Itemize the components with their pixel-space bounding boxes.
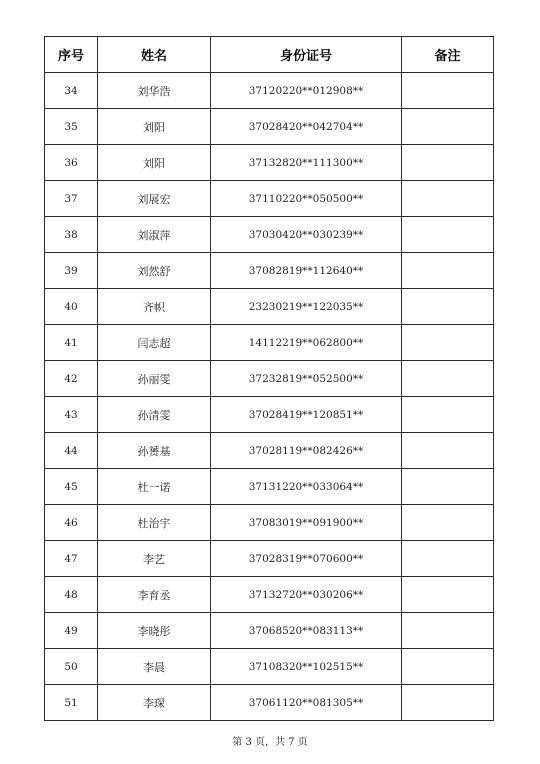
remark-cell <box>402 361 494 397</box>
table-row <box>45 577 494 613</box>
table-row <box>45 253 494 289</box>
id-number-cell: 37082819**112640** <box>211 253 402 289</box>
header-seq: 序号 <box>45 37 98 73</box>
seq-cell: 34 <box>45 73 98 109</box>
table-row <box>45 433 494 469</box>
header-remark: 备注 <box>402 37 494 73</box>
id-number-cell: 37131220**033064** <box>211 469 402 505</box>
seq-cell: 46 <box>45 505 98 541</box>
id-number-cell: 37030420**030239** <box>211 217 402 253</box>
name-cell: 刘阳 <box>98 109 211 145</box>
seq-cell: 48 <box>45 577 98 613</box>
table-row <box>45 613 494 649</box>
seq-cell: 41 <box>45 325 98 361</box>
header-name: 姓名 <box>98 37 211 73</box>
table-row <box>45 361 494 397</box>
table-row <box>45 685 494 721</box>
id-number-cell: 37028119**082426** <box>211 433 402 469</box>
table-body <box>45 73 494 721</box>
seq-cell: 43 <box>45 397 98 433</box>
seq-cell: 47 <box>45 541 98 577</box>
table-row <box>45 73 494 109</box>
name-cell: 闫志超 <box>98 325 211 361</box>
name-cell: 李晓彤 <box>98 613 211 649</box>
remark-cell <box>402 289 494 325</box>
name-cell: 李晨 <box>98 649 211 685</box>
id-number-cell: 37028419**120851** <box>211 397 402 433</box>
id-number-cell: 23230219**122035** <box>211 289 402 325</box>
remark-cell <box>402 649 494 685</box>
table-row <box>45 541 494 577</box>
seq-cell: 42 <box>45 361 98 397</box>
seq-cell: 36 <box>45 145 98 181</box>
remark-cell <box>402 685 494 721</box>
remark-cell <box>402 577 494 613</box>
seq-cell: 49 <box>45 613 98 649</box>
remark-cell <box>402 613 494 649</box>
remark-cell <box>402 145 494 181</box>
name-cell: 杜一诺 <box>98 469 211 505</box>
name-cell: 李琛 <box>98 685 211 721</box>
name-cell: 孙赟基 <box>98 433 211 469</box>
remark-cell <box>402 181 494 217</box>
remark-cell <box>402 73 494 109</box>
name-cell: 孙丽雯 <box>98 361 211 397</box>
remark-cell <box>402 397 494 433</box>
table-row <box>45 505 494 541</box>
roster-table <box>44 36 494 721</box>
id-number-cell: 37028420**042704** <box>211 109 402 145</box>
table-row <box>45 649 494 685</box>
id-number-cell: 37232819**052500** <box>211 361 402 397</box>
seq-cell: 45 <box>45 469 98 505</box>
name-cell: 齐帜 <box>98 289 211 325</box>
remark-cell <box>402 253 494 289</box>
id-number-cell: 37083019**091900** <box>211 505 402 541</box>
name-cell: 孙清雯 <box>98 397 211 433</box>
table-row <box>45 469 494 505</box>
table-row <box>45 217 494 253</box>
id-number-cell: 37110220**050500** <box>211 181 402 217</box>
table-row <box>45 109 494 145</box>
remark-cell <box>402 541 494 577</box>
page-footer: 第 3 页，共 7 页 <box>232 737 308 748</box>
table-row <box>45 325 494 361</box>
seq-cell: 35 <box>45 109 98 145</box>
name-cell: 刘阳 <box>98 145 211 181</box>
name-cell: 刘淑萍 <box>98 217 211 253</box>
table-row <box>45 289 494 325</box>
name-cell: 刘然舒 <box>98 253 211 289</box>
name-cell: 杜治宇 <box>98 505 211 541</box>
id-number-cell: 37061120**081305** <box>211 685 402 721</box>
remark-cell <box>402 433 494 469</box>
seq-cell: 38 <box>45 217 98 253</box>
id-number-cell: 37132820**111300** <box>211 145 402 181</box>
seq-cell: 39 <box>45 253 98 289</box>
id-number-cell: 14112219**062800** <box>211 325 402 361</box>
table-row <box>45 397 494 433</box>
header-row <box>45 37 494 73</box>
remark-cell <box>402 109 494 145</box>
header-id-number: 身份证号 <box>211 37 402 73</box>
seq-cell: 40 <box>45 289 98 325</box>
table-row <box>45 181 494 217</box>
name-cell: 李育丞 <box>98 577 211 613</box>
remark-cell <box>402 325 494 361</box>
id-number-cell: 37028319**070600** <box>211 541 402 577</box>
id-number-cell: 37108320**102515** <box>211 649 402 685</box>
seq-cell: 37 <box>45 181 98 217</box>
remark-cell <box>402 505 494 541</box>
id-number-cell: 37068520**083113** <box>211 613 402 649</box>
name-cell: 刘华浩 <box>98 73 211 109</box>
table-header <box>45 37 494 73</box>
seq-cell: 44 <box>45 433 98 469</box>
seq-cell: 51 <box>45 685 98 721</box>
id-number-cell: 37120220**012908** <box>211 73 402 109</box>
table-row <box>45 145 494 181</box>
seq-cell: 50 <box>45 649 98 685</box>
id-number-cell: 37132720**030206** <box>211 577 402 613</box>
remark-cell <box>402 469 494 505</box>
name-cell: 刘展宏 <box>98 181 211 217</box>
remark-cell <box>402 217 494 253</box>
name-cell: 李艺 <box>98 541 211 577</box>
